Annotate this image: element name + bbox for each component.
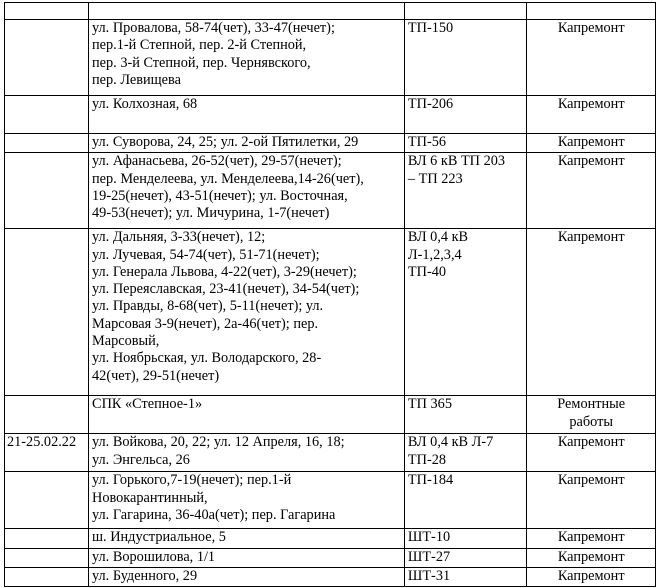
table-row: [5, 472, 656, 529]
address-cell: ул. Горького,7-19(нечет); пер.1-й Новокарантинный, ул. Гагарина, 36-40а(чет); пер. Гагарина: [89, 472, 405, 529]
object-cell: ТП-150: [404, 20, 527, 96]
table-row: [5, 20, 656, 96]
work-cell: Ремонтные работы: [527, 396, 656, 434]
table-row: [5, 548, 656, 567]
table-row: [5, 3, 656, 20]
address-cell: ш. Индустриальное, 5: [89, 529, 405, 548]
schedule-table: [4, 2, 656, 587]
date-cell: [5, 229, 89, 396]
object-cell: ВЛ 0,4 кВ Л-1,2,3,4 ТП-40: [404, 229, 527, 396]
object-cell: [404, 3, 527, 20]
date-cell: 21-25.02.22: [5, 434, 89, 472]
work-cell: Капремонт: [527, 153, 656, 229]
date-cell: [5, 96, 89, 134]
table-row: [5, 134, 656, 153]
date-cell: [5, 3, 89, 20]
work-cell: [527, 3, 656, 20]
address-cell: ул. Войкова, 20, 22; ул. 12 Апреля, 16, 18; ул. Энгельса, 26: [89, 434, 405, 472]
work-cell: Капремонт: [527, 548, 656, 567]
table-row: [5, 229, 656, 396]
address-cell: ул. Буденного, 29: [89, 567, 405, 586]
date-cell: [5, 548, 89, 567]
object-cell: ВЛ 0,4 кВ Л-7 ТП-28: [404, 434, 527, 472]
work-cell: Капремонт: [527, 472, 656, 529]
work-cell: Капремонт: [527, 20, 656, 96]
work-cell: Капремонт: [527, 96, 656, 134]
table-row: [5, 153, 656, 229]
table-row: [5, 96, 656, 134]
date-cell: [5, 153, 89, 229]
date-cell: [5, 567, 89, 586]
object-cell: ВЛ 6 кВ ТП 203 – ТП 223: [404, 153, 527, 229]
schedule-table-body: [5, 3, 656, 587]
object-cell: ШТ-27: [404, 548, 527, 567]
work-cell: Капремонт: [527, 229, 656, 396]
address-cell: [89, 3, 405, 20]
object-cell: ТП 365: [404, 396, 527, 434]
date-cell: [5, 529, 89, 548]
table-row: [5, 434, 656, 472]
date-cell: [5, 20, 89, 96]
object-cell: ШТ-10: [404, 529, 527, 548]
work-cell: Капремонт: [527, 529, 656, 548]
object-cell: ШТ-31: [404, 567, 527, 586]
table-row: [5, 396, 656, 434]
date-cell: [5, 134, 89, 153]
address-cell: ул. Колхозная, 68: [89, 96, 405, 134]
date-cell: [5, 396, 89, 434]
work-cell: Капремонт: [527, 134, 656, 153]
address-cell: ул. Суворова, 24, 25; ул. 2-ой Пятилетки, 29: [89, 134, 405, 153]
table-row: [5, 529, 656, 548]
work-cell: Капремонт: [527, 434, 656, 472]
address-cell: ул. Провалова, 58-74(чет), 33-47(нечет); пер.1-й Степной, пер. 2-й Степной, пер. 3-й Степной, пер. Чернявского, пер. Левищева: [89, 20, 405, 96]
table-row: [5, 567, 656, 586]
address-cell: ул. Афанасьева, 26-52(чет), 29-57(нечет); пер. Менделеева, ул. Менделеева,14-26(чет), 19-25(нечет), 43-51(нечет); ул. Восточная, 49-53(нечет); ул. Мичурина, 1-7(нечет): [89, 153, 405, 229]
address-cell: ул. Ворошилова, 1/1: [89, 548, 405, 567]
address-cell: СПК «Степное-1»: [89, 396, 405, 434]
date-cell: [5, 472, 89, 529]
address-cell: ул. Дальняя, 3-33(нечет), 12; ул. Лучевая, 54-74(чет), 51-71(нечет); ул. Генерала Львова, 4-22(чет), 3-29(нечет); ул. Переяславская, 23-41(нечет), 34-54(чет); ул. Правды, 8-68(чет), 5-11(нечет); ул. Марсовая 3-9(нечет), 2а-46(чет); пер. Марсовый, ул. Ноябрьская, ул. Володарского, 28- 42(чет), 29-51(нечет): [89, 229, 405, 396]
object-cell: ТП-56: [404, 134, 527, 153]
object-cell: ТП-206: [404, 96, 527, 134]
object-cell: ТП-184: [404, 472, 527, 529]
work-cell: Капремонт: [527, 567, 656, 586]
